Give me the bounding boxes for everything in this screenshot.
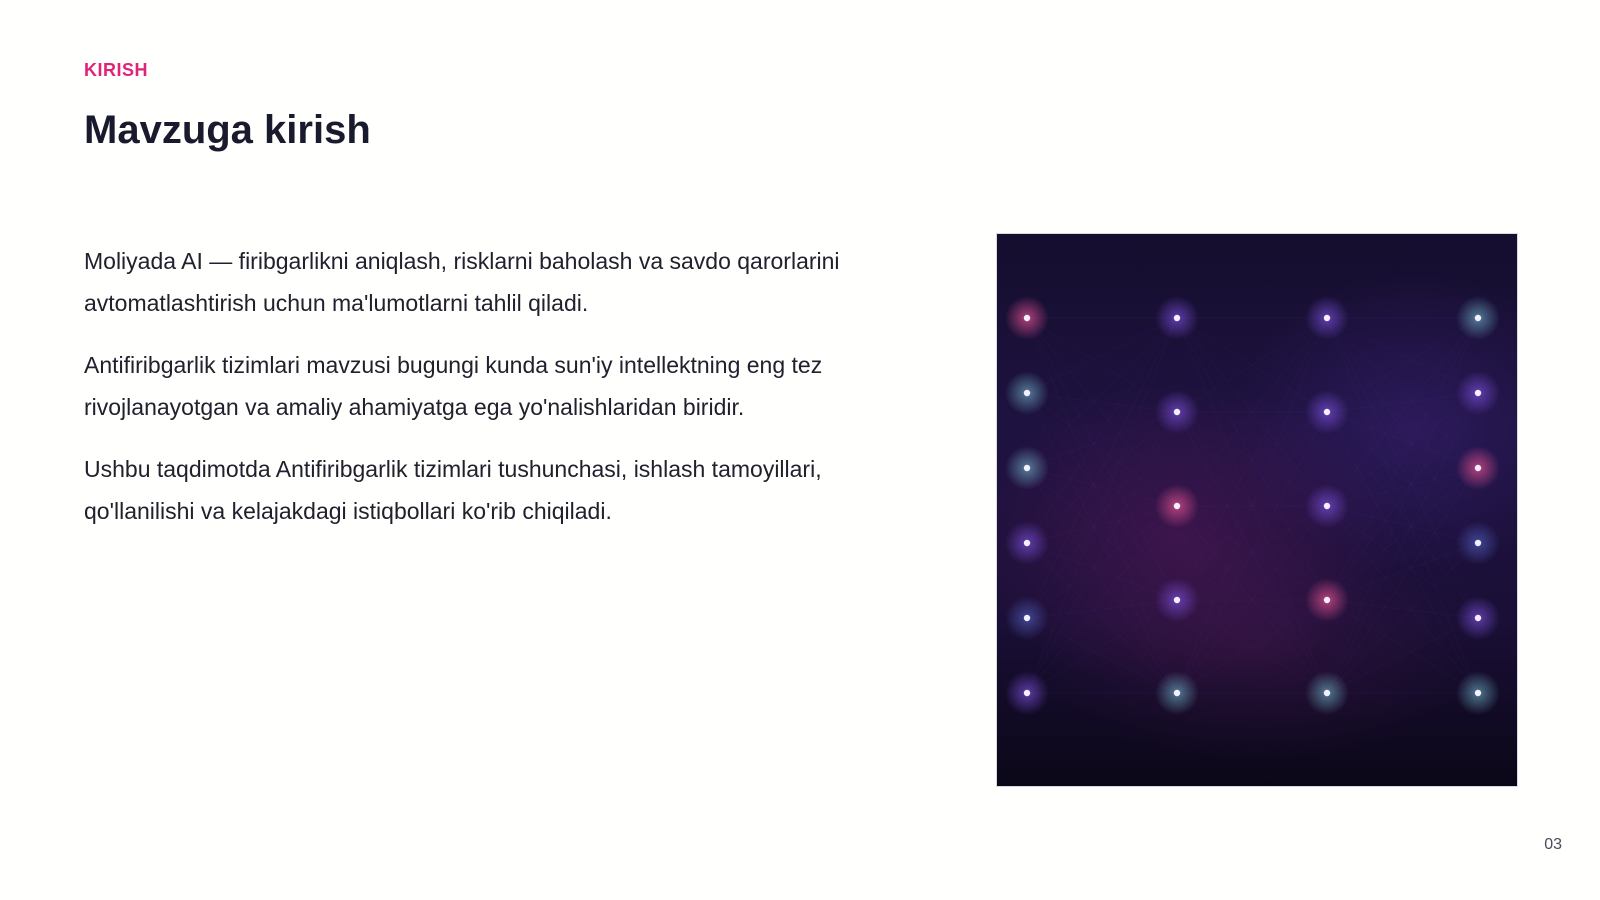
network-edge <box>1027 506 1177 543</box>
network-node <box>1475 615 1481 621</box>
network-node <box>1475 540 1481 546</box>
network-edge <box>1027 318 1177 543</box>
neural-network-graphic <box>997 234 1517 786</box>
network-edge <box>1027 543 1177 693</box>
body-text <box>84 240 924 552</box>
network-node <box>1324 315 1330 321</box>
network-node <box>1024 690 1030 696</box>
network-edge <box>1327 318 1478 393</box>
network-node <box>1324 409 1330 415</box>
network-edge <box>1027 393 1177 693</box>
network-edge <box>1027 600 1177 618</box>
network-edge <box>1327 318 1478 543</box>
network-node <box>1475 390 1481 396</box>
network-node <box>1174 503 1180 509</box>
network-node <box>1475 465 1481 471</box>
network-edge <box>1027 318 1177 393</box>
network-edge <box>1027 393 1177 600</box>
network-edge <box>1027 393 1177 506</box>
network-edge <box>1327 506 1478 543</box>
network-edge <box>1327 468 1478 506</box>
section-kicker: KIRISH <box>84 60 149 80</box>
network-edge <box>1027 600 1177 693</box>
network-edge <box>1327 318 1478 600</box>
network-edge <box>1327 600 1478 693</box>
network-edge <box>1327 412 1478 693</box>
network-node <box>1024 615 1030 621</box>
network-edge <box>1027 318 1177 468</box>
network-edge <box>1327 412 1478 618</box>
network-edge <box>1327 393 1478 506</box>
network-edge <box>1327 600 1478 618</box>
network-edge <box>1027 318 1177 600</box>
network-node <box>1174 315 1180 321</box>
network-edge <box>1327 618 1478 693</box>
network-edge <box>1027 412 1177 693</box>
slide-title: Mavzuga kirish <box>84 108 371 152</box>
network-node <box>1024 465 1030 471</box>
network-edge <box>1327 393 1478 693</box>
network-node <box>1024 540 1030 546</box>
network-node <box>1324 503 1330 509</box>
network-node <box>1174 409 1180 415</box>
network-edge <box>1027 412 1177 618</box>
network-edge <box>1327 318 1478 468</box>
network-edge <box>1327 318 1478 618</box>
network-edge <box>1327 318 1478 412</box>
network-edge <box>1027 318 1177 412</box>
network-node <box>1475 690 1481 696</box>
network-edge <box>1027 618 1177 693</box>
network-node <box>1324 690 1330 696</box>
network-edge <box>1327 543 1478 693</box>
network-edge <box>1327 393 1478 412</box>
network-edge <box>1027 318 1177 618</box>
network-edge <box>1327 393 1478 600</box>
network-node <box>1324 597 1330 603</box>
network-node <box>1174 597 1180 603</box>
page-number: 03 <box>1544 836 1562 853</box>
network-node <box>1174 690 1180 696</box>
network-edge <box>1027 393 1177 412</box>
paragraph-3: Ushbu taqdimotda Antifiribgarlik tizimlari tushunchasi, ishlash tamoyillari, qo'llanilishi va kelajakdagi istiqbollari ko'rib chiqiladi. <box>84 456 822 524</box>
paragraph-1: Moliyada AI — firibgarlikni aniqlash, risklarni baholash va savdo qarorlarini avtomatlashtirish uchun ma'lumotlarni tahlil qiladi. <box>84 248 840 316</box>
network-edge <box>1027 468 1177 506</box>
network-node <box>1024 315 1030 321</box>
network-node <box>1475 315 1481 321</box>
network-node <box>1024 390 1030 396</box>
paragraph-2: Antifiribgarlik tizimlari mavzusi bugungi kunda sun'iy intellektning eng tez rivojlanayotgan va amaliy ahamiyatga ega yo'nalishlaridan biridir. <box>84 352 823 420</box>
neural-network-illustration <box>996 233 1518 787</box>
